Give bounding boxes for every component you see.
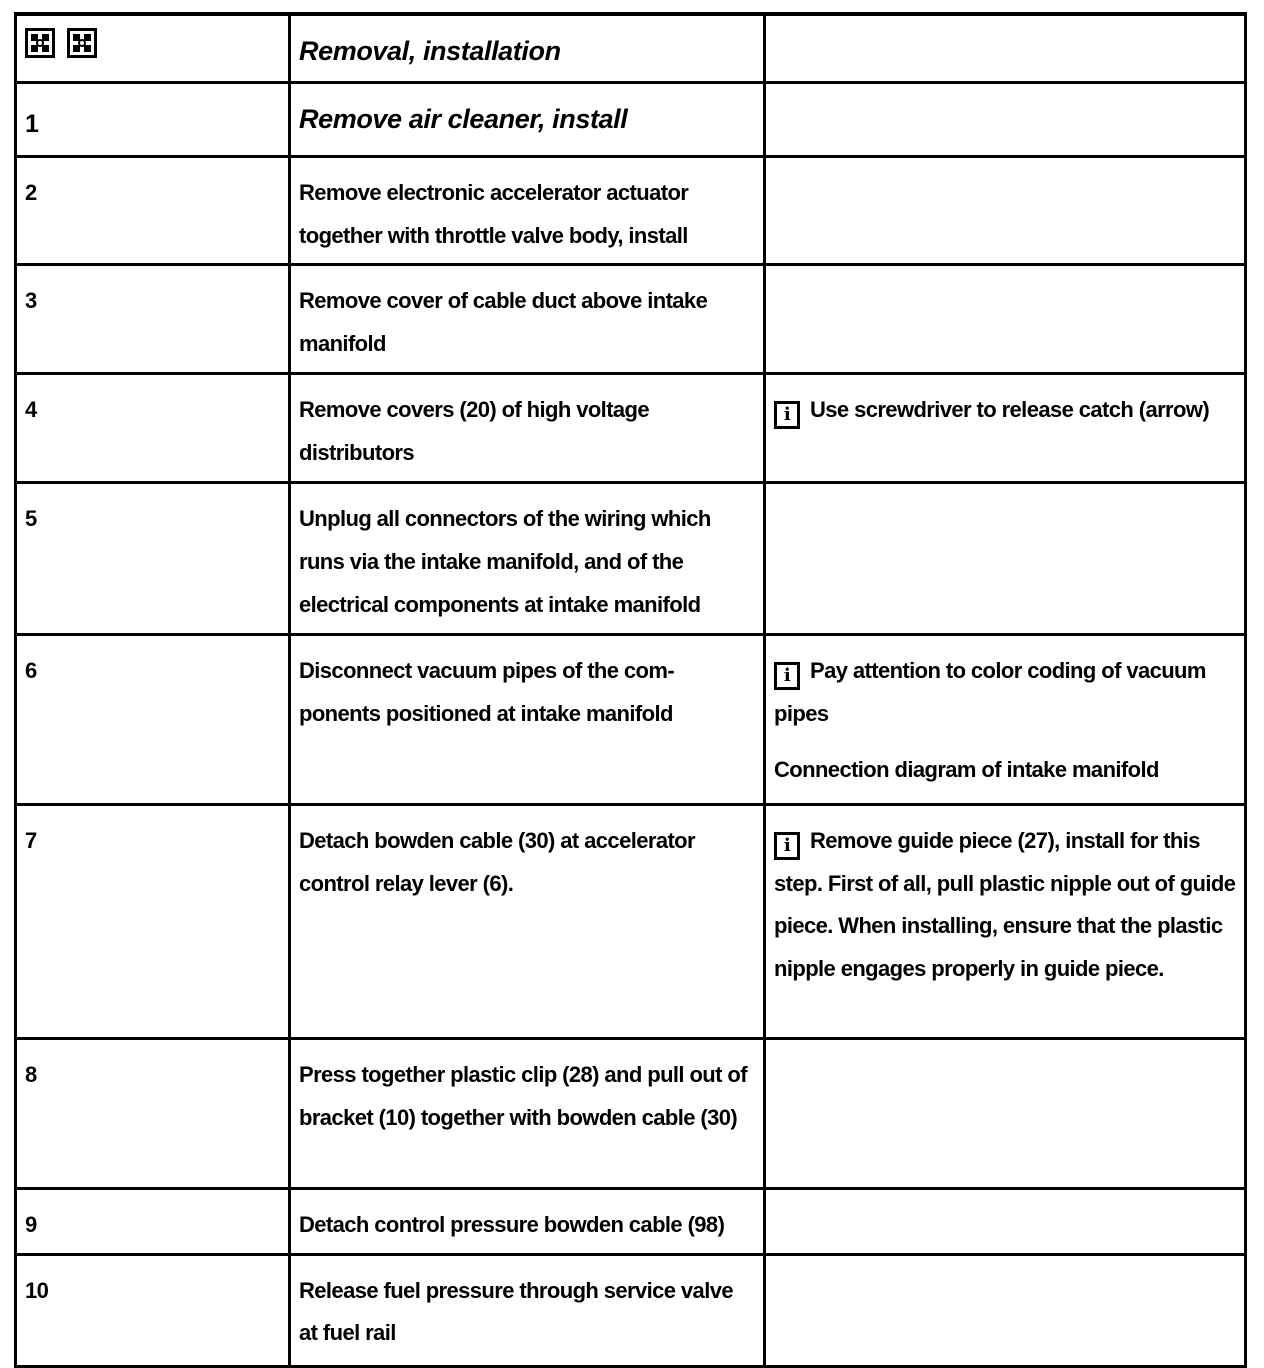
- info-icon: i: [774, 401, 800, 429]
- step-action: Disconnect vacuum pipes of the com-ponents positioned at intake manifold: [290, 634, 765, 804]
- step-action: Remove covers (20) of high voltage distributors: [290, 374, 765, 483]
- step-note: [765, 634, 1246, 804]
- step-action: Detach bowden cable (30) at accelerator control relay lever (6).: [290, 804, 765, 1038]
- step-number: 7: [16, 804, 290, 1038]
- table-row: [16, 1254, 1246, 1366]
- step-action: Detach control pressure bowden cable (98): [290, 1188, 765, 1254]
- step-number: 3: [16, 265, 290, 374]
- step-note: [765, 374, 1246, 483]
- step-note: [765, 482, 1246, 634]
- step-action: [290, 82, 765, 156]
- step-number: 4: [16, 374, 290, 483]
- step-number: 2: [16, 156, 290, 265]
- table-row: [16, 1038, 1246, 1188]
- remove-install-icon: [25, 28, 55, 58]
- table-header-row: [16, 14, 1246, 82]
- table-row: [16, 1188, 1246, 1254]
- step-number: 8: [16, 1038, 290, 1188]
- step-number: 5: [16, 482, 290, 634]
- step-number: 1: [16, 82, 290, 156]
- step-note: [765, 1038, 1246, 1188]
- step-note: [765, 1254, 1246, 1366]
- step-number: 9: [16, 1188, 290, 1254]
- step-action: Unplug all connectors of the wiring which runs via the intake manifold, and of the electrical components at intake manifold: [290, 482, 765, 634]
- table-row: [16, 374, 1246, 483]
- step-note-text: Use screwdriver to release catch (arrow): [810, 397, 1210, 423]
- step-action: Press together plastic clip (28) and pull out of bracket (10) together with bowden cable (30): [290, 1038, 765, 1188]
- table-row: [16, 482, 1246, 634]
- header-note: [765, 14, 1246, 82]
- table-row: [16, 156, 1246, 265]
- header-icons-cell: [16, 14, 290, 82]
- section-title: Removal, installation: [299, 36, 561, 66]
- step-action: Release fuel pressure through service valve at fuel rail: [290, 1254, 765, 1366]
- step-note-text: Remove guide piece (27), install for this step. First of all, pull plastic nipple out of guide piece. When installing, ensure that the plastic nipple engages properly in guide piece.: [774, 827, 1236, 982]
- diagram-reference: Connection diagram of intake manifold: [774, 757, 1159, 783]
- table-row: [16, 634, 1246, 804]
- step-note: [765, 82, 1246, 156]
- table-row: [16, 265, 1246, 374]
- table-row: [16, 804, 1246, 1038]
- step-action: Remove cover of cable duct above intake manifold: [290, 265, 765, 374]
- step-note: [765, 1188, 1246, 1254]
- table-row: [16, 82, 1246, 156]
- step-number: 10: [16, 1254, 290, 1366]
- info-icon: i: [774, 832, 800, 860]
- step-note-text: Pay attention to color coding of vacuum pipes: [774, 657, 1206, 726]
- info-icon: i: [774, 662, 800, 690]
- remove-install-icon: [67, 28, 97, 58]
- step-number: 6: [16, 634, 290, 804]
- procedure-table: [14, 12, 1247, 1368]
- step-note: [765, 156, 1246, 265]
- step-note: [765, 265, 1246, 374]
- step-action: Remove electronic accelerator actuator together with throttle valve body, install: [290, 156, 765, 265]
- header-title: [290, 14, 765, 82]
- step-action-text: Remove air cleaner, install: [299, 103, 628, 134]
- step-note: [765, 804, 1246, 1038]
